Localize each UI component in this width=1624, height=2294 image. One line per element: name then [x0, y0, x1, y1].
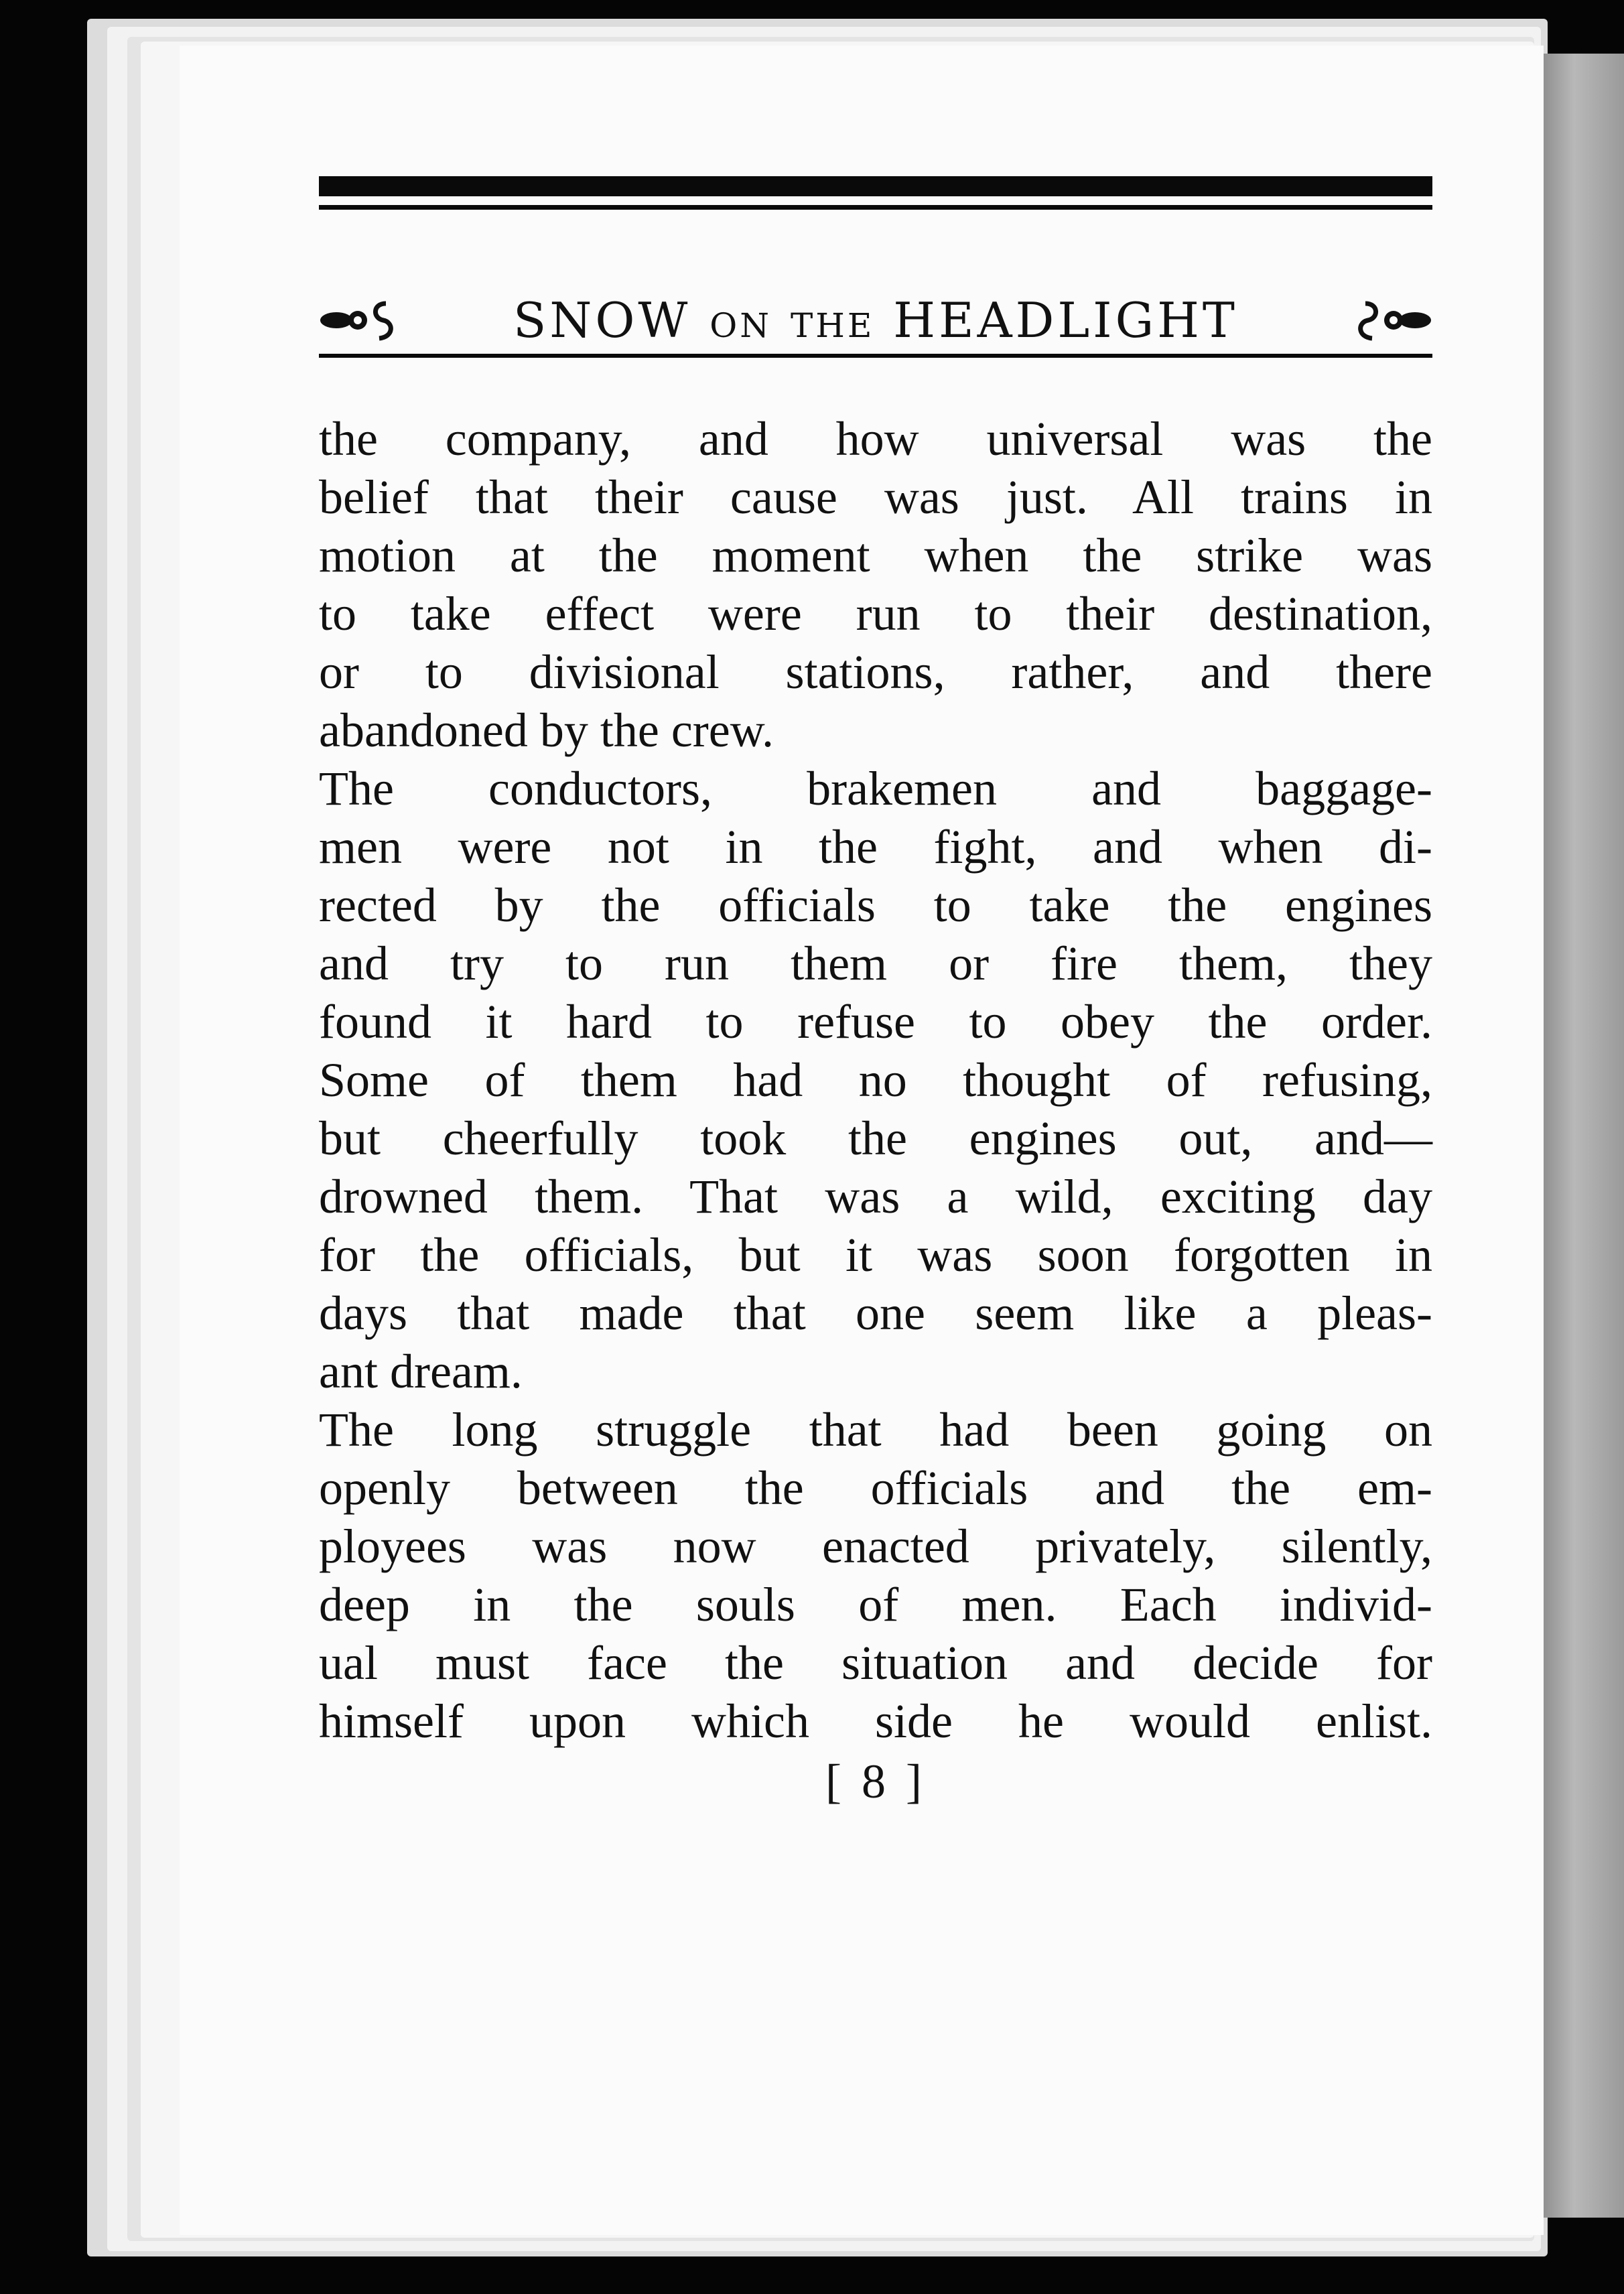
- text-line: ployees was now enacted privately, silently,: [319, 1520, 1432, 1573]
- text-line: rected by the officials to take the engines: [319, 878, 1432, 932]
- left-ornament-icon: [319, 297, 399, 344]
- right-ornament-icon: [1352, 297, 1432, 344]
- text-line: days that made that one seem like a pleas-: [319, 1286, 1432, 1340]
- text-line: openly between the officials and the em-: [319, 1461, 1432, 1515]
- body-text: [319, 410, 1432, 1751]
- text-line: drowned them. That was a wild, exciting day: [319, 1170, 1432, 1223]
- text-line: men were not in the fight, and when di-: [319, 820, 1432, 874]
- text-line: himself upon which side he would enlist.: [319, 1694, 1432, 1748]
- text-line: belief that their cause was just. All trains in: [319, 470, 1432, 524]
- header-bar-thick: [319, 176, 1432, 196]
- head-word: THE: [790, 306, 875, 345]
- header-bar-thin: [319, 205, 1432, 210]
- page-number: [ 8 ]: [825, 1755, 926, 1808]
- text-line: for the officials, but it was soon forgotten in: [319, 1228, 1432, 1282]
- text-line: found it hard to refuse to obey the order.: [319, 995, 1432, 1049]
- text-line: The long struggle that had been going on: [319, 1403, 1432, 1457]
- text-line: or to divisional stations, rather, and there: [319, 645, 1432, 699]
- text-line: motion at the moment when the strike was: [319, 529, 1432, 582]
- text-line: The conductors, brakemen and baggage-: [319, 762, 1432, 815]
- text-line: to take effect were run to their destination,: [319, 587, 1432, 640]
- head-word: SNOW: [513, 292, 691, 348]
- head-word: HEADLIGHT: [893, 292, 1238, 348]
- text-line: but cheerfully took the engines out, and—: [319, 1111, 1432, 1165]
- running-head: [319, 288, 1432, 352]
- header-rule: [319, 354, 1432, 358]
- running-head-title: [513, 292, 1238, 348]
- text-line: deep in the souls of men. Each individ-: [319, 1578, 1432, 1631]
- text-line: abandoned by the crew.: [319, 703, 774, 757]
- head-word: ON: [709, 306, 772, 345]
- text-line: the company, and how universal was the: [319, 412, 1432, 466]
- text-line: and try to run them or fire them, they: [319, 937, 1432, 990]
- text-line: ual must face the situation and decide for: [319, 1636, 1432, 1690]
- text-line: Some of them had no thought of refusing,: [319, 1053, 1432, 1107]
- text-line: ant dream.: [319, 1345, 523, 1398]
- right-page-block: [1541, 54, 1624, 2218]
